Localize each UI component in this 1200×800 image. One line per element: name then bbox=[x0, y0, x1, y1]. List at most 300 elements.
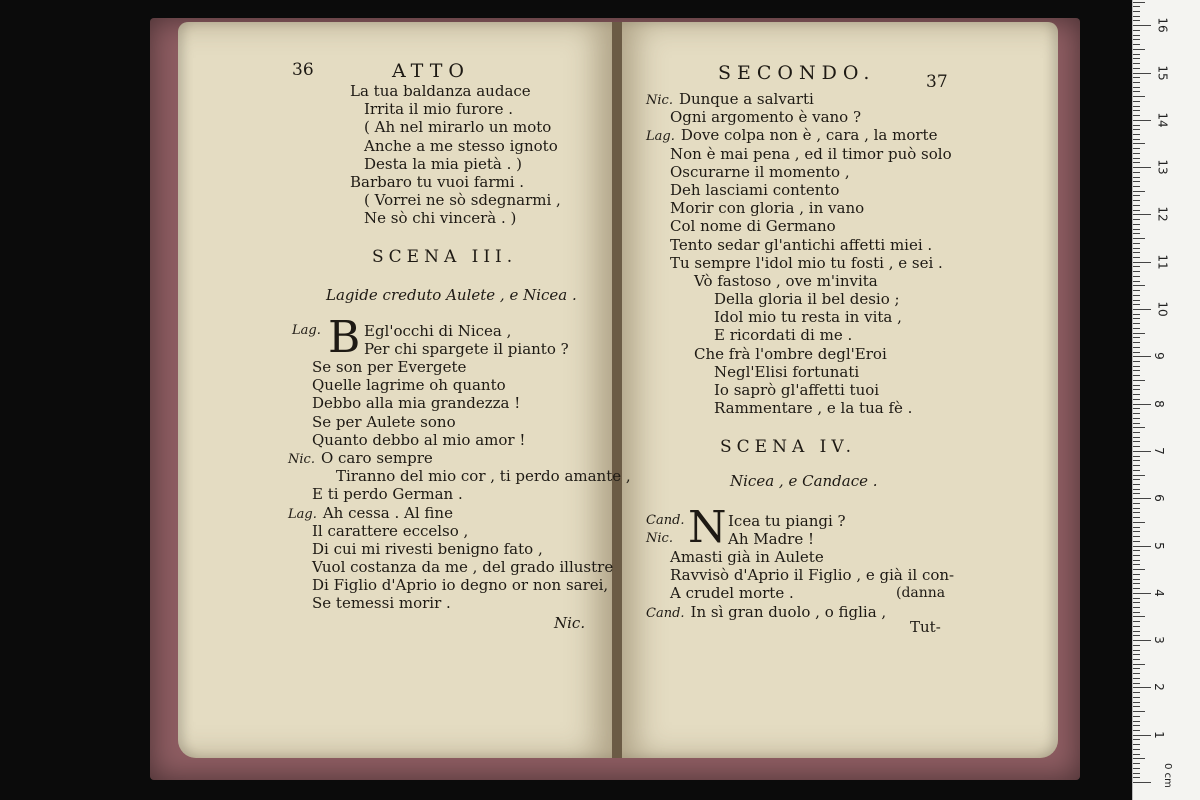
ruler-tick bbox=[1133, 191, 1145, 192]
ruler-tick bbox=[1133, 602, 1140, 603]
ruler-tick bbox=[1133, 177, 1140, 178]
verse-line bbox=[288, 413, 631, 431]
verse-line bbox=[288, 449, 631, 467]
ruler-tick bbox=[1133, 25, 1151, 26]
verse-line bbox=[646, 603, 954, 621]
ruler-tick bbox=[1133, 44, 1140, 45]
ruler-tick bbox=[1133, 139, 1140, 140]
verse-text: Rammentare , e la tua fè . bbox=[714, 399, 913, 418]
ruler-tick bbox=[1133, 645, 1140, 646]
right-dropcap: N bbox=[688, 502, 727, 553]
verse-line bbox=[646, 126, 952, 144]
verse-line bbox=[288, 394, 631, 412]
verse-line bbox=[350, 173, 561, 191]
ruler-tick bbox=[1133, 181, 1140, 182]
ruler-tick bbox=[1133, 153, 1140, 154]
ruler-tick bbox=[1133, 423, 1140, 424]
ruler-tick bbox=[1133, 706, 1140, 707]
verse-line bbox=[646, 163, 952, 181]
ruler-unit-label: 0 cm bbox=[1161, 763, 1173, 788]
ruler-tick bbox=[1133, 725, 1140, 726]
left-catchword: Nic. bbox=[554, 614, 586, 632]
right-dropcap-lines bbox=[728, 512, 846, 548]
ruler-tick bbox=[1133, 635, 1140, 636]
ruler-number: 1 bbox=[1151, 730, 1166, 739]
verse-text: La tua baldanza audace bbox=[350, 82, 531, 100]
ruler-number: 6 bbox=[1151, 494, 1166, 503]
verse-text: Anche a me stesso ignoto bbox=[364, 136, 558, 155]
ruler-tick bbox=[1133, 758, 1145, 759]
ruler-tick bbox=[1133, 451, 1151, 452]
ruler-tick bbox=[1133, 281, 1140, 282]
ruler-tick bbox=[1133, 768, 1140, 769]
ruler-tick bbox=[1133, 498, 1151, 499]
ruler-number: 9 bbox=[1151, 352, 1166, 361]
ruler-number: 3 bbox=[1151, 636, 1166, 644]
ruler-tick bbox=[1133, 205, 1140, 206]
ruler-tick bbox=[1133, 380, 1145, 381]
ruler-tick bbox=[1133, 110, 1140, 111]
dropcap-line: Ah Madre ! bbox=[728, 530, 815, 549]
ruler-tick bbox=[1133, 456, 1140, 457]
ruler-tick bbox=[1133, 6, 1140, 7]
ruler-tick bbox=[1133, 30, 1140, 31]
ruler-number: 2 bbox=[1151, 683, 1166, 692]
ruler-number: 12 bbox=[1155, 206, 1170, 223]
right-turnover: (danna bbox=[896, 585, 946, 601]
ruler-tick bbox=[1133, 517, 1140, 518]
left-scene-title: SCENA III. bbox=[372, 247, 518, 267]
verse-line bbox=[288, 522, 631, 540]
measurement-ruler bbox=[1132, 0, 1200, 800]
verse-text: Se per Aulete sono bbox=[312, 412, 456, 431]
ruler-tick bbox=[1133, 276, 1140, 277]
ruler-tick bbox=[1133, 2, 1145, 3]
ruler-tick bbox=[1133, 626, 1140, 627]
ruler-tick bbox=[1133, 16, 1140, 17]
verse-text: E ti perdo German . bbox=[312, 485, 463, 504]
ruler-tick bbox=[1133, 328, 1140, 329]
verse-line bbox=[646, 236, 952, 254]
verse-text: Che frà l'ombre degl'Eroi bbox=[694, 344, 887, 363]
verse-line bbox=[646, 566, 954, 584]
verse-line bbox=[646, 199, 952, 217]
ruler-tick bbox=[1133, 640, 1151, 641]
ruler-tick bbox=[1133, 295, 1140, 296]
ruler-tick bbox=[1133, 546, 1151, 547]
ruler-number: 16 bbox=[1155, 17, 1170, 33]
ruler-tick bbox=[1133, 361, 1140, 362]
left-scene-description: Lagide creduto Aulete , e Nicea . bbox=[326, 286, 577, 304]
speaker-label: Nic. bbox=[288, 451, 315, 467]
ruler-tick bbox=[1133, 389, 1140, 390]
ruler-tick bbox=[1133, 574, 1140, 575]
ruler-tick bbox=[1133, 564, 1140, 565]
ruler-tick bbox=[1133, 739, 1140, 740]
ruler-tick bbox=[1133, 347, 1140, 348]
ruler-tick bbox=[1133, 782, 1151, 783]
verse-line bbox=[646, 272, 952, 290]
ruler-tick bbox=[1133, 248, 1140, 249]
ruler-tick bbox=[1133, 158, 1140, 159]
ruler-tick bbox=[1133, 356, 1151, 357]
left-dropcap-lines bbox=[364, 322, 569, 358]
ruler-tick bbox=[1133, 579, 1140, 580]
ruler-tick bbox=[1133, 300, 1140, 301]
ruler-tick bbox=[1133, 342, 1140, 343]
ruler-number: 10 bbox=[1155, 301, 1170, 317]
ruler-tick bbox=[1133, 106, 1140, 107]
verse-text: Negl'Elisi fortunati bbox=[714, 362, 860, 381]
speaker-label: Lag. bbox=[646, 129, 675, 145]
ruler-tick bbox=[1133, 134, 1140, 135]
verse-line bbox=[646, 326, 952, 344]
verse-line bbox=[646, 254, 952, 272]
ruler-tick bbox=[1133, 593, 1151, 594]
dropcap-line: Per chi spargete il pianto ? bbox=[364, 340, 569, 359]
verse-text: Ne sò chi vincerà . ) bbox=[364, 209, 517, 228]
ruler-tick bbox=[1133, 555, 1140, 556]
ruler-number: 15 bbox=[1155, 64, 1170, 81]
verse-line bbox=[646, 363, 952, 381]
verse-line bbox=[350, 209, 561, 227]
verse-line bbox=[646, 308, 952, 326]
speaker-label: Nic. bbox=[646, 93, 673, 108]
ruler-tick bbox=[1133, 125, 1140, 126]
ruler-tick bbox=[1133, 257, 1140, 258]
ruler-tick bbox=[1133, 683, 1140, 684]
verse-text: Vò fastoso , ove m'invita bbox=[694, 271, 878, 290]
verse-text: Tento sedar gl'antichi affetti miei . bbox=[670, 235, 933, 254]
ruler-tick bbox=[1133, 668, 1140, 669]
ruler-tick bbox=[1133, 441, 1140, 442]
ruler-tick bbox=[1133, 314, 1140, 315]
verse-line bbox=[646, 108, 952, 126]
right-page-number: 37 bbox=[926, 72, 948, 92]
ruler-tick bbox=[1133, 475, 1145, 476]
verse-text: Ah cessa . Al fine bbox=[322, 503, 453, 522]
verse-text: Col nome di Germano bbox=[670, 217, 836, 236]
right-verse-block-1 bbox=[646, 90, 952, 417]
ruler-tick bbox=[1133, 664, 1145, 665]
ruler-tick bbox=[1133, 120, 1151, 121]
ruler-tick bbox=[1133, 366, 1140, 367]
ruler-tick bbox=[1133, 470, 1140, 471]
ruler-tick bbox=[1133, 437, 1140, 438]
ruler-tick bbox=[1133, 352, 1140, 353]
ruler-tick bbox=[1133, 115, 1140, 116]
verse-line bbox=[646, 290, 952, 308]
verse-text: Se son per Evergete bbox=[312, 358, 467, 376]
verse-line bbox=[350, 137, 561, 155]
ruler-number: 7 bbox=[1151, 447, 1166, 455]
verse-line bbox=[288, 467, 631, 485]
verse-text: Di cui mi rivesti benigno fato , bbox=[312, 539, 543, 558]
ruler-tick bbox=[1133, 35, 1140, 36]
ruler-tick bbox=[1133, 744, 1140, 745]
left-verse-block-1 bbox=[350, 82, 561, 228]
verse-text: O caro sempre bbox=[320, 448, 433, 467]
ruler-tick bbox=[1133, 493, 1140, 494]
ruler-number: 13 bbox=[1155, 159, 1170, 175]
ruler-tick bbox=[1133, 96, 1145, 97]
ruler-tick bbox=[1133, 659, 1140, 660]
verse-text: Amasti già in Aulete bbox=[670, 548, 824, 566]
right-scene-description: Nicea , e Candace . bbox=[730, 472, 878, 490]
verse-line bbox=[646, 548, 954, 566]
ruler-tick bbox=[1133, 337, 1140, 338]
ruler-tick bbox=[1133, 252, 1140, 253]
ruler-number: 11 bbox=[1155, 254, 1170, 270]
ruler-tick bbox=[1133, 749, 1140, 750]
verse-text: ( Vorrei ne sò sdegnarmi , bbox=[364, 191, 561, 210]
verse-line bbox=[288, 431, 631, 449]
ruler-tick bbox=[1133, 167, 1151, 168]
verse-line bbox=[646, 145, 952, 163]
verse-text: Barbaro tu vuoi farmi . bbox=[350, 172, 525, 191]
ruler-tick bbox=[1133, 773, 1140, 774]
ruler-tick bbox=[1133, 607, 1140, 608]
ruler-tick bbox=[1133, 721, 1140, 722]
left-verse-block-2 bbox=[288, 358, 631, 613]
ruler-tick bbox=[1133, 77, 1140, 78]
ruler-tick bbox=[1133, 484, 1140, 485]
ruler-tick bbox=[1133, 20, 1140, 21]
verse-text: Morir con gloria , in vano bbox=[670, 199, 865, 218]
dropcap-line: Icea tu piangi ? bbox=[728, 512, 846, 530]
ruler-tick bbox=[1133, 692, 1140, 693]
ruler-tick bbox=[1133, 219, 1140, 220]
verse-line bbox=[646, 381, 952, 399]
ruler-tick bbox=[1133, 408, 1140, 409]
ruler-number: 5 bbox=[1151, 541, 1166, 550]
ruler-tick bbox=[1133, 11, 1140, 12]
ruler-tick bbox=[1133, 413, 1140, 414]
ruler-tick bbox=[1133, 489, 1140, 490]
verse-line bbox=[288, 376, 631, 394]
left-page-number: 36 bbox=[292, 60, 314, 80]
verse-line bbox=[288, 358, 631, 376]
ruler-tick bbox=[1133, 673, 1140, 674]
ruler-tick bbox=[1133, 309, 1151, 310]
speaker-label: Cand. bbox=[646, 605, 685, 621]
ruler-tick bbox=[1133, 588, 1140, 589]
ruler-tick bbox=[1133, 200, 1140, 201]
ruler-tick bbox=[1133, 527, 1140, 528]
ruler-tick bbox=[1133, 262, 1151, 263]
ruler-tick bbox=[1133, 716, 1140, 717]
ruler-tick bbox=[1133, 432, 1140, 433]
ruler-tick bbox=[1133, 465, 1140, 466]
ruler-tick bbox=[1133, 271, 1140, 272]
verse-line bbox=[350, 118, 561, 136]
ruler-tick bbox=[1133, 101, 1140, 102]
right-speaker-nic: Nic. bbox=[646, 531, 673, 546]
ruler-tick bbox=[1133, 583, 1140, 584]
ruler-tick bbox=[1133, 650, 1140, 651]
verse-text: Il carattere eccelso , bbox=[312, 521, 469, 540]
verse-text: Debbo alla mia grandezza ! bbox=[312, 394, 521, 413]
ruler-tick bbox=[1133, 68, 1140, 69]
ruler-tick bbox=[1133, 394, 1140, 395]
right-catchword: Tut- bbox=[910, 618, 941, 636]
ruler-tick bbox=[1133, 82, 1140, 83]
ruler-tick bbox=[1133, 266, 1140, 267]
ruler-tick bbox=[1133, 631, 1140, 632]
verse-line bbox=[646, 90, 952, 108]
verse-text: Tiranno del mio cor , ti perdo amante , bbox=[336, 467, 631, 486]
right-running-head: SECONDO. bbox=[718, 62, 876, 84]
ruler-tick bbox=[1133, 323, 1140, 324]
verse-text: Di Figlio d'Aprio io degno or non sarei, bbox=[312, 576, 609, 595]
verse-line bbox=[646, 399, 952, 417]
ruler-tick bbox=[1133, 730, 1140, 731]
ruler-tick bbox=[1133, 129, 1140, 130]
verse-text: In sì gran duolo , o figlia , bbox=[690, 602, 887, 621]
ruler-tick bbox=[1133, 148, 1140, 149]
ruler-tick bbox=[1133, 654, 1140, 655]
ruler-tick bbox=[1133, 162, 1140, 163]
ruler-tick bbox=[1133, 290, 1140, 291]
verse-line bbox=[288, 485, 631, 503]
ruler-tick bbox=[1133, 238, 1145, 239]
verse-line bbox=[350, 100, 561, 118]
left-dropcap: B bbox=[328, 312, 361, 363]
ruler-tick bbox=[1133, 229, 1140, 230]
verse-text: Ravvisò d'Aprio il Figlio , e già il con- bbox=[670, 566, 955, 585]
ruler-tick bbox=[1133, 73, 1151, 74]
ruler-tick bbox=[1133, 233, 1140, 234]
ruler-number: 8 bbox=[1151, 399, 1166, 408]
ruler-tick bbox=[1133, 333, 1145, 334]
ruler-tick bbox=[1133, 172, 1140, 173]
ruler-tick bbox=[1133, 503, 1140, 504]
ruler-tick bbox=[1133, 621, 1140, 622]
right-scene-title: SCENA IV. bbox=[720, 437, 857, 457]
ruler-tick bbox=[1133, 91, 1140, 92]
ruler-tick bbox=[1133, 536, 1140, 537]
ruler-tick bbox=[1133, 763, 1140, 764]
ruler-number: 14 bbox=[1155, 112, 1170, 128]
ruler-tick bbox=[1133, 375, 1140, 376]
ruler-tick bbox=[1133, 616, 1145, 617]
ruler-tick bbox=[1133, 569, 1145, 570]
ruler-tick bbox=[1133, 735, 1151, 736]
ruler-tick bbox=[1133, 49, 1145, 50]
verse-text: Della gloria il bel desio ; bbox=[714, 290, 900, 309]
verse-line bbox=[288, 576, 631, 594]
verse-text: Se temessi morir . bbox=[312, 594, 451, 613]
ruler-tick bbox=[1133, 370, 1140, 371]
verse-line bbox=[350, 82, 561, 100]
verse-text: Irrita il mio furore . bbox=[364, 100, 513, 119]
ruler-tick bbox=[1133, 285, 1145, 286]
ruler-tick bbox=[1133, 224, 1140, 225]
ruler-tick bbox=[1133, 54, 1140, 55]
verse-text: Oscurarne il momento , bbox=[670, 162, 850, 181]
ruler-tick bbox=[1133, 522, 1145, 523]
ruler-tick bbox=[1133, 697, 1140, 698]
ruler-tick bbox=[1133, 446, 1140, 447]
verse-text: Desta la mia pietà . ) bbox=[364, 154, 522, 173]
ruler-tick bbox=[1133, 418, 1140, 419]
ruler-tick bbox=[1133, 63, 1140, 64]
ruler-tick bbox=[1133, 531, 1140, 532]
ruler-tick bbox=[1133, 612, 1140, 613]
verse-line bbox=[350, 191, 561, 209]
verse-line bbox=[288, 540, 631, 558]
verse-line bbox=[646, 181, 952, 199]
ruler-tick bbox=[1133, 541, 1140, 542]
verse-text: ( Ah nel mirarlo un moto bbox=[364, 118, 552, 137]
ruler-tick bbox=[1133, 427, 1145, 428]
ruler-tick bbox=[1133, 777, 1140, 778]
ruler-tick bbox=[1133, 243, 1140, 244]
left-running-head: ATTO bbox=[392, 60, 470, 82]
ruler-tick bbox=[1133, 399, 1140, 400]
verse-line bbox=[646, 345, 952, 363]
ruler-tick bbox=[1133, 598, 1140, 599]
verse-text: Io saprò gl'affetti tuoi bbox=[714, 381, 880, 399]
ruler-tick bbox=[1133, 404, 1151, 405]
ruler-tick bbox=[1133, 687, 1151, 688]
verse-text: Idol mio tu resta in vita , bbox=[714, 308, 902, 327]
ruler-tick bbox=[1133, 210, 1140, 211]
ruler-tick bbox=[1133, 214, 1151, 215]
ruler-tick bbox=[1133, 385, 1140, 386]
verse-text: Ogni argomento è vano ? bbox=[670, 108, 862, 127]
ruler-tick bbox=[1133, 550, 1140, 551]
verse-text: Quelle lagrime oh quanto bbox=[312, 376, 506, 395]
dropcap-line: Egl'occhi di Nicea , bbox=[364, 322, 512, 340]
verse-text: Dunque a salvarti bbox=[678, 90, 814, 108]
ruler-tick bbox=[1133, 479, 1140, 480]
ruler-tick bbox=[1133, 560, 1140, 561]
left-speaker-lag: Lag. bbox=[292, 323, 321, 338]
ruler-tick bbox=[1133, 702, 1140, 703]
speaker-label: Lag. bbox=[288, 506, 317, 522]
verse-text: Deh lasciami contento bbox=[670, 180, 840, 199]
verse-text: Quanto debbo al mio amor ! bbox=[312, 430, 526, 449]
verse-text: Tu sempre l'idol mio tu fosti , e sei . bbox=[670, 253, 943, 272]
ruler-tick bbox=[1133, 318, 1140, 319]
ruler-tick bbox=[1133, 58, 1140, 59]
verse-line bbox=[288, 504, 631, 522]
ruler-tick bbox=[1133, 39, 1140, 40]
ruler-tick bbox=[1133, 508, 1140, 509]
ruler-number: 4 bbox=[1151, 588, 1166, 597]
verse-text: E ricordati di me . bbox=[714, 326, 853, 345]
ruler-tick bbox=[1133, 678, 1140, 679]
ruler-tick bbox=[1133, 304, 1140, 305]
verse-text: Non è mai pena , ed il timor può solo bbox=[670, 144, 952, 163]
verse-text: A crudel morte . bbox=[670, 584, 794, 603]
ruler-tick bbox=[1133, 711, 1145, 712]
ruler-tick bbox=[1133, 512, 1140, 513]
verse-text: Vuol costanza da me , del grado illustre bbox=[312, 558, 614, 577]
ruler-tick bbox=[1133, 186, 1140, 187]
right-speaker-cand: Cand. bbox=[646, 513, 685, 528]
verse-line bbox=[646, 217, 952, 235]
ruler-tick bbox=[1133, 754, 1140, 755]
verse-text: Dove colpa non è , cara , la morte bbox=[680, 126, 938, 145]
verse-line bbox=[288, 594, 631, 612]
ruler-tick bbox=[1133, 195, 1140, 196]
verse-line bbox=[350, 155, 561, 173]
ruler-tick bbox=[1133, 460, 1140, 461]
verse-line bbox=[288, 558, 631, 576]
ruler-tick bbox=[1133, 87, 1140, 88]
